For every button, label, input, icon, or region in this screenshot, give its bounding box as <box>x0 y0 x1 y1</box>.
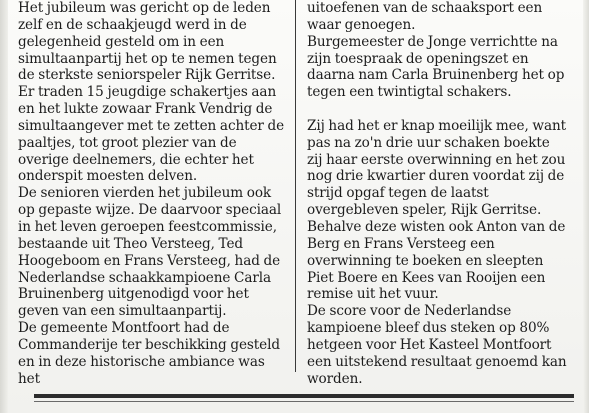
article-paragraph: Het jubileum was gericht op de leden zelf en de schaakjeugd werd in de gelegenheid gesteld om in een simultaanpartij het op te nemen tegen de sterkste seniorspeler Rijk Gerritse. <box>18 0 277 84</box>
paper-edge-right <box>583 0 589 413</box>
article-paragraph: De senioren vierden het jubileum ook op gepaste wijze. De daarvoor speciaal in het leven geroepen feestcommissie, bestaande uit Theo Versteeg, Ted Hoogeboom en Frans Versteeg, had de Nederlandse schaakkampioene Carla Bruinenberg uitgenodigd voor het geven van een simultaanpartij. <box>18 185 282 320</box>
article-paragraph: uitoefenen van de schaaksport een waar genoegen. <box>307 0 543 33</box>
article-paragraph: Behalve deze wisten ook Anton van de Berg en Frans Versteeg een overwinning te boeken en sleepten Piet Boere en Kees van Rooijen een remise uit het vuur. <box>307 218 566 303</box>
bottom-rule-thick <box>34 394 574 398</box>
article-paragraph: Er traden 15 jeugdige schakertjes aan en het lukte zowaar Frank Vendrig de simultaangever met te zetten achter de paaltjes, tot groot plezier van de overige deelnemers, die echter het onderspit moesten delven. <box>18 84 285 185</box>
article-column-right <box>307 0 567 387</box>
bottom-rule-thin <box>34 401 574 402</box>
article-column-left <box>18 0 286 387</box>
article-paragraph: De gemeente Montfoort had de Commanderije ter beschikking gesteld en in deze historische ambiance was het <box>18 320 280 387</box>
article-paragraph: Zij had het er knap moeilijk mee, want pas na zo'n drie uur schaken boekte zij haar eerste overwinning en het zou nog drie kwartier duren voordat zij de strijd opgaf tegen de laatst overgebleven speler, Rijk Gerritse. <box>307 117 566 219</box>
paper-edge-left <box>0 0 8 413</box>
article-paragraph: Burgemeester de Jonge verrichtte na zijn toespraak de openingszet en daarna nam Carla Bruinenberg het op tegen een twintigtal schakers. <box>307 33 565 101</box>
column-divider <box>295 0 296 372</box>
article-paragraph: De score voor de Nederlandse kampioene bleef dus steken op 80% hetgeen voor Het Kasteel Montfoort een uitstekend resultaat genoemd kan worden. <box>307 303 567 387</box>
